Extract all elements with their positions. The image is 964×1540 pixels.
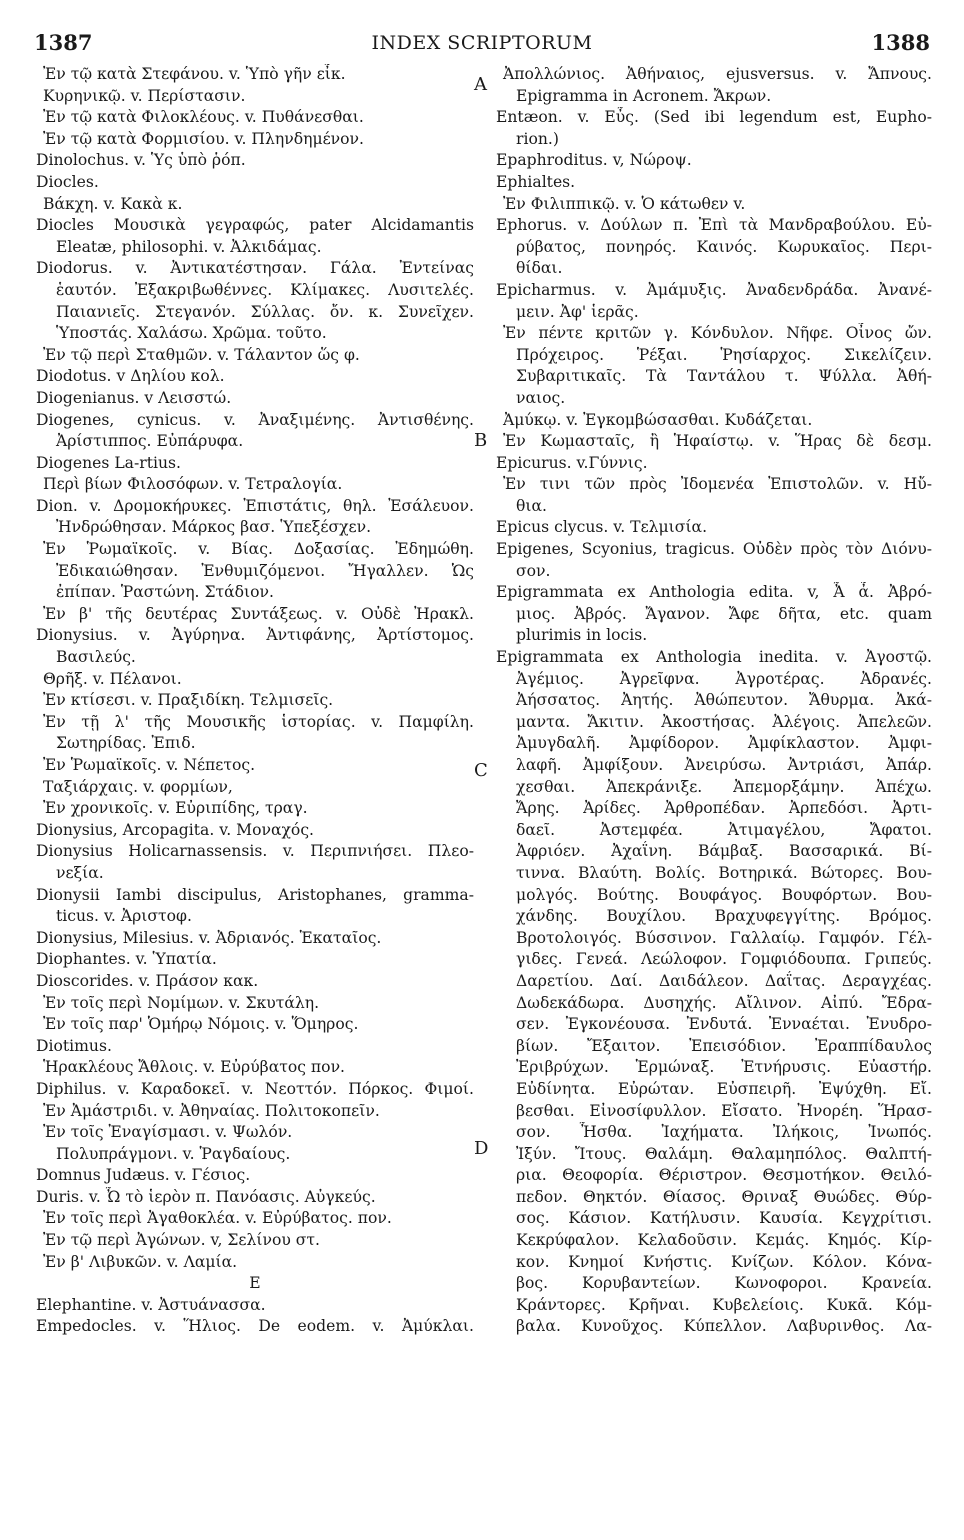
- index-line: ρύβατος, πονηρός. Καινός. Κωρυκαῖος. Περι-: [516, 237, 932, 256]
- index-line: Ἐν τοῖς περὶ Ἀγαθοκλέα. v. Εὐρύβατος. πον.: [43, 1209, 392, 1228]
- index-line: Ἐν Φιλιππικῷ. v. Ὁ κάτωθεν v.: [503, 194, 746, 213]
- index-line: Ἡρακλέους Ἄθλοις. v. Εὐρύβατος πον.: [43, 1058, 346, 1077]
- index-line: Ἐν τοῖς παρ' Ὁμήρῳ Νόμοις. v. Ὅμηρος.: [43, 1015, 359, 1034]
- index-line: Βάκχη. v. Κακὰ κ.: [43, 194, 183, 213]
- index-line: Diogenes, cynicus. v. Ἀναξιμένης. Ἀντισθένης.: [36, 410, 474, 429]
- index-line: Diodotus. v Δηλίου κολ.: [36, 367, 225, 386]
- index-line: Dioscorides. v. Πράσον κακ.: [36, 971, 259, 990]
- index-line: Epigrammata ex Anthologia inedita. v. Ἀγοστῷ.: [496, 648, 932, 667]
- index-line: Diphilus. v. Καραδοκεῖ. v. Νεοττόν. Πόρκος. Φιμοί.: [36, 1079, 474, 1098]
- index-line: Ἐν τοῖς περὶ Νομίμων. v. Σκυτάλη.: [43, 993, 320, 1012]
- index-line: Ἐν Κωμασταῖς, ἢ Ἡφαίστῳ. v. Ἥρας δὲ δεσμ.: [503, 432, 932, 451]
- index-line: Ἐν τινι τῶν πρὸς Ἰδομενέα Ἐπιστολῶν. v. Ηὔ-: [503, 475, 932, 494]
- index-line: δαεῖ. Ἀστεμφέα. Ἀτιμαγέλου, Ἄφατοι.: [516, 820, 932, 839]
- section-letter: E: [249, 1274, 261, 1293]
- index-line: Ἠνδρώθησαν. Μάρκος βασ. Ὑπεξέσχεν.: [56, 518, 372, 537]
- index-line: Ἐν τῷ κατὰ Φορμισίου. v. Πληνδημένον.: [43, 129, 364, 148]
- index-line: Ἐν χρονικοῖς. v. Εὐριπίδης, τραγ.: [43, 799, 308, 818]
- index-line: Σωτηρίδας. Ἐπιδ.: [56, 734, 196, 753]
- index-line: λαφῆ. Ἀμφίξουν. Ἀνειρύσω. Ἀντριάσι, Ἀπάρ.: [516, 756, 932, 774]
- index-line: Domnus Judæus. v. Γέσιος.: [36, 1166, 251, 1185]
- index-line: Entæon. v. Εὖς. (Sed ibi legendum est, Eupho-: [496, 108, 932, 127]
- index-line: Ἀφριόεν. Ἀχαΐνη. Βάμβαξ. Βασσαρικά. Βί-: [516, 842, 932, 861]
- index-line: Diogenianus. v Λεισστώ.: [36, 388, 232, 407]
- index-line: Ἐριβρύχων. Ἑρμώναξ. Ἐτνήρυσις. Εὐαστήρ.: [516, 1058, 932, 1077]
- index-line: Diocles Μουσικὰ γεγραφώς, pater Alcidamantis: [36, 216, 474, 235]
- index-line: σεν. Ἐγκονέουσα. Ἐνδυτά. Ἐνναέται. Ἐνυδρο-: [516, 1015, 932, 1034]
- index-line: κον. Κνημοί Κνήστις. Κνίζων. Κόλον. Κόνα-: [516, 1252, 932, 1271]
- index-line: Ἐδικαιώθησαν. Ἐνθυμιζόμενοι. Ἤγαλλεν. Ὡς: [56, 561, 474, 580]
- index-line: νεξία.: [56, 863, 104, 882]
- index-line: Dion. v. Δρομοκήρυκες. Ἐπιστάτις, θηλ. Ἐσάλευον.: [36, 496, 474, 515]
- index-line: πεδον. Θηκτόν. Θίασος. Θριναξ Θυώδες. Θύρ-: [516, 1187, 932, 1206]
- index-line: Ephorus. v. Δούλων π. Ἐπὶ τὰ Μανδραβούλου. Εὐ-: [496, 216, 932, 235]
- margin-letter-c: C: [474, 760, 488, 781]
- index-line: plurimis in locis.: [516, 626, 648, 645]
- index-line: Ἐν Ἀμάστριδι. v. Ἀθηναίας. Πολιτοκοπεῖν.: [43, 1101, 380, 1120]
- index-line: Diotimus.: [36, 1036, 112, 1055]
- index-line: Ἐν Ῥωμαϊκοῖς. v. Βίας. Δοξασίας. Ἐδημώθη.: [43, 540, 474, 559]
- index-line: θίδαι.: [516, 259, 563, 278]
- index-line: Epicharmus. v. Ἀμάμυξις. Ἀναδενδράδα. Ἀνανέ-: [496, 280, 932, 299]
- index-line: μιος. Ἀβρός. Ἄγανον. Ἄφε δῆτα, etc. quam: [516, 604, 932, 623]
- index-line: Ἀγέμιος. Ἀγρεῖφνα. Ἀγροτέρας. Ἀδρανές.: [516, 669, 932, 688]
- margin-letter-d: D: [474, 1138, 489, 1159]
- index-line: μολγός. Βούτης. Βουφάγος. Βουφόρτων. Βου-: [516, 885, 932, 904]
- index-line: Ταξιάρχαις. v. φορμίων,: [43, 777, 233, 796]
- index-line: Ἐν β' τῆς δευτέρας Συντάξεως. v. Οὐδὲ Ἠρακλ.: [43, 604, 474, 623]
- index-line: Ἐν πέντε κριτῶν γ. Κόνδυλον. Νῆφε. Οἶνος ὤν.: [503, 324, 932, 343]
- index-line: ticus. v. Ἀριστοφ.: [56, 907, 192, 926]
- index-line: Elephantine. v. Ἀστυάνασσα.: [36, 1295, 266, 1314]
- left-column: [36, 64, 474, 1338]
- index-line: χάνδης. Βουχίλου. Βραχυφεγγίτης. Βρόμος.: [516, 907, 932, 926]
- index-line: ἑαυτόν. Ἐξακριβωθέννες. Κλίμακες. Λυσιτελές.: [56, 280, 474, 299]
- index-line: Ἀρίστιππος. Εὐπάρυφα.: [56, 432, 244, 451]
- index-line: Κράντορες. Κρῆναι. Κυβελείοις. Κυκᾶ. Κόμ-: [516, 1295, 932, 1314]
- index-line: Dinolochus. v. Ὑς ὑπὸ ῥόπ.: [36, 151, 246, 170]
- index-line: Κυρηνικῷ. v. Περίστασιν.: [43, 86, 246, 105]
- index-line: Epigrammata ex Anthologia edita. v, Ἆ ἆ. Ἀβρό-: [496, 583, 932, 602]
- index-line: Ἀμύκῳ. v. Ἐγκομβώσασθαι. Κυδάζεται.: [503, 410, 813, 429]
- index-line: Diogenes La-rtius.: [36, 453, 181, 472]
- margin-letter-b: B: [474, 430, 488, 451]
- page-title: INDEX SCRIPTORUM: [371, 32, 593, 54]
- index-line: Παιανιεῖς. Στεγανόν. Σύλλας. ὄν. κ. Συνεῖχεν.: [56, 302, 474, 321]
- index-line: Ἀμυγδαλῆ. Ἀμφίδορον. Ἀμφίκλαστον. Ἀμφι-: [516, 734, 932, 753]
- index-line: Ἐν τῇ λ' τῆς Μουσικῆς ἱστορίας. v. Παμφίλη.: [43, 712, 474, 731]
- index-line: χεσθαι. Ἀπεκράνιξε. Ἀπεμορξάμην. Ἀπέχω.: [516, 777, 932, 796]
- page-number-left: 1387: [34, 30, 93, 55]
- index-line: Dionysius Holicarnassensis. v. Περιπνιήσει. Πλεο-: [36, 842, 474, 861]
- index-line: Epicus clycus. v. Τελμισία.: [496, 518, 708, 537]
- index-line: Dionysius. v. Ἀγύρηνα. Ἀντιφάνης, Ἀρτίστομος.: [36, 626, 474, 645]
- index-line: Dionysius, Arcopagita. v. Μοναχός.: [36, 820, 315, 839]
- index-line: γιδες. Γενεά. Λεώλοφον. Γομφιόδουπα. Γριπεύς.: [516, 950, 932, 969]
- index-line: Ἐν τῷ περὶ Σταθμῶν. v. Τάλαντον ὥς φ.: [43, 345, 360, 364]
- index-line: Epigenes, Scyonius, tragicus. Οὐδὲν πρὸς τὸν Διόνυ-: [496, 540, 932, 559]
- running-header: [34, 20, 930, 54]
- index-line: Ἄρης. Ἀρίδες. Ἀρθροπέδαν. Ἀρπεδόσι. Ἀρτι-: [516, 799, 932, 818]
- index-line: βαλα. Κυνοῦχος. Κύπελλον. Λαβυρινθος. Λα-: [516, 1317, 932, 1336]
- index-line: Πρόχειρος. Ῥέξαι. Ῥησίαρχος. Σικελίζειν.: [516, 345, 932, 364]
- index-line: Ὑποστάς. Χαλάσω. Χρῶμα. τοῦτο.: [56, 324, 327, 343]
- index-line: σον.: [516, 561, 551, 580]
- index-line: Ἰξύν. Ἴτους. Θαλάμη. Θαλαμηπόλος. Θαλπτή-: [516, 1144, 932, 1163]
- index-line: θια.: [516, 496, 547, 515]
- index-line: Epigramma in Acronem. Ἄκρων.: [516, 86, 772, 105]
- index-line: Eleatæ, philosophi. v. Ἀλκιδάμας.: [56, 237, 322, 256]
- index-line: Συβαριτικαῖς. Τὰ Ταντάλου τ. Ψύλλα. Ἀθή-: [516, 367, 932, 386]
- index-line: Εὐδίνητα. Εὐρώταν. Εὐσπειρῆ. Ἐψύχθη. Εἴ.: [516, 1079, 932, 1098]
- index-line: Βροτολοιγός. Βύσσινον. Γαλλαίῳ. Γαμφόν. Γέλ-: [516, 928, 932, 947]
- index-line: βίων. Ἔξαιτον. Ἐπεισόδιον. Ἐραππίδαυλος: [516, 1036, 932, 1055]
- index-line: Ἐν τῷ περὶ Ἀγώνων. v, Σελίνου στ.: [43, 1231, 320, 1250]
- index-line: Πολυπράγμονι. v. Ῥαγδαίους.: [56, 1144, 291, 1163]
- index-line: Δωδεκάδωρα. Δυσηχής. Αἴλινον. Αἰπύ. Ἔδρα-: [516, 993, 932, 1012]
- index-line: rion.): [516, 129, 559, 148]
- index-line: Epaphroditus. v, Νώροψ.: [496, 151, 692, 170]
- index-line: Diocles.: [36, 172, 99, 191]
- index-line: Περὶ βίων Φιλοσόφων. v. Τετραλογία.: [43, 475, 343, 494]
- index-line: Epicurus. v.Γύννις.: [496, 453, 648, 472]
- index-line: Ἀπολλώνιος. Ἀθήναιος, ejusversus. v. Ἄπνους.: [503, 65, 932, 83]
- index-line: Ἐν τῷ κατὰ Στεφάνου. v. Ὑπὸ γῆν εἶκ.: [43, 65, 346, 83]
- index-line: Empedocles. v. Ἥλιος. De eodem. v. Ἀμύκλαι.: [36, 1317, 474, 1336]
- page-number-right: 1388: [871, 30, 930, 55]
- index-line: Βασιλεύς.: [56, 648, 136, 667]
- right-column: [496, 64, 932, 1338]
- index-line: τιννα. Βλαύτη. Βολίς. Βοτηρικά. Βώτορες. Βου-: [516, 863, 932, 882]
- index-line: Diodorus. v. Ἀντικατέστησαν. Γάλα. Ἐντείνας: [36, 259, 474, 278]
- index-line: ρια. Θεοφορία. Θέριστρον. Θεσμοτήκον. Θειλό-: [516, 1166, 932, 1185]
- index-line: Ephialtes.: [496, 172, 576, 191]
- index-line: Δαρετίου. Δαί. Δαιδάλεον. Δαΐτας. Δεραγχέας.: [516, 971, 932, 990]
- index-line: σος. Κάσιον. Κατήλυσιν. Καυσία. Κεγχρίτισι.: [516, 1209, 932, 1228]
- index-line: Ἐν τοῖς Ἐναγίσμασι. v. Ψωλόν.: [43, 1123, 293, 1142]
- index-line: μειν. Ἀφ' ἱερᾶς.: [516, 302, 639, 321]
- index-line: σον. Ἦσθα. Ἰαχήματα. Ἰλήκοις, Ἰνωπός.: [516, 1123, 932, 1142]
- index-line: Dionysius, Milesius. v. Ἀδριανός. Ἑκαταῖος.: [36, 928, 382, 947]
- index-line: Ἐν Ῥωμαϊκοῖς. v. Νέπετος.: [43, 756, 256, 774]
- index-line: μαντα. Ἄκιτιν. Ἀκοστήσας. Ἀλέγοις. Ἀπελεῶν.: [516, 712, 932, 731]
- index-line: Ἐν β' Λιβυκῶν. v. Λαμία.: [43, 1252, 238, 1271]
- index-line: Diophantes. v. Ὑπατία.: [36, 950, 217, 969]
- index-line: βος. Κορυβαντείων. Κωνοφοροι. Κρανεία.: [516, 1274, 932, 1293]
- index-line: Dionysii Iambi discipulus, Aristophanes, gramma-: [36, 885, 474, 904]
- index-line: Θρῆξ. v. Πέλανοι.: [43, 669, 182, 688]
- index-line: ναιος.: [516, 388, 566, 407]
- margin-letter-a: A: [474, 74, 487, 95]
- index-line: Ἐν τῷ κατὰ Φιλοκλέους. v. Πυθάνεσθαι.: [43, 108, 364, 127]
- index-line: Ἀήσσατος. Ἀητής. Ἀθώπευτον. Ἄθυρμα. Ἀκά-: [516, 691, 932, 710]
- index-line: ἐπίπαν. Ῥαστώνη. Στάδιον.: [56, 583, 274, 602]
- index-line: Duris. v. Ὦ τὸ ἱερὸν π. Πανόασις. Αὐγκεύς.: [36, 1187, 376, 1206]
- index-line: Κεκρύφαλον. Κελαδοῦσιν. Κεμάς. Κημός. Κίρ-: [516, 1231, 932, 1250]
- index-line: βεσθαι. Εἰνοσίφυλλον. Εἴσατο. Ἠνορέη. Ἥρασ-: [516, 1101, 932, 1120]
- index-line: Ἐν κτίσεσι. v. Πραξιδίκη. Τελμισεῖς.: [43, 691, 334, 710]
